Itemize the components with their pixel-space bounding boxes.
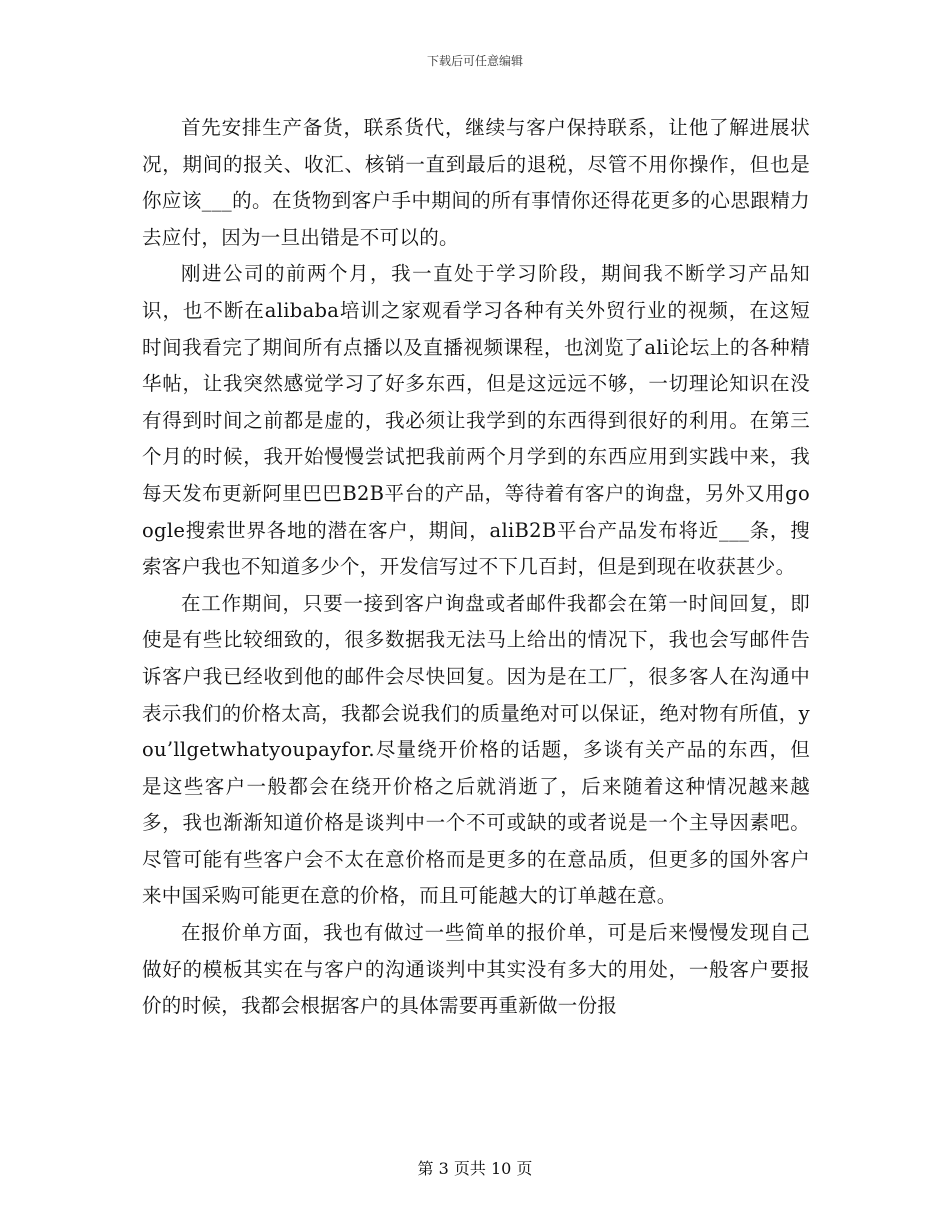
paragraph-1: 首先安排生产备货，联系货代，继续与客户保持联系，让他了解进展状况，期间的报关、收汇、核销一直到最后的退税，尽管不用你操作，但也是你应该___的。在货物到客户手中期间的所有事情你还得花更多的心思跟精力去应付，因为一旦出错是不可以的。 <box>142 116 810 249</box>
paragraph-2: 刚进公司的前两个月，我一直处于学习阶段，期间我不断学习产品知识，也不断在alibaba培训之家观看学习各种有关外贸行业的视频，在这短时间我看完了期间所有点播以及直播视频课程，也浏览了ali论坛上的各种精华帖，让我突然感觉学习了好多东西，但是这远远不够，一切理论知识在没有得到时间之前都是虚的，我必须让我学到的东西得到很好的利用。在第三个月的时候，我开始慢慢尝试把我前两个月学到的东西应用到实践中来，我每天发布更新阿里巴巴B2B平台的产品，等待着有客户的询盘，另外又用google搜索世界各地的潜在客户，期间，aliB2B平台产品发布将近___条，搜索客户我也不知道多少个，开发信写过不下几百封，但是到现在收获甚少。 <box>142 262 810 579</box>
paragraph-4: 在报价单方面，我也有做过一些简单的报价单，可是后来慢慢发现自己做好的模板其实在与客户的沟通谈判中其实没有多大的用处，一般客户要报价的时候，我都会根据客户的具体需要再重新做一份报 <box>142 921 810 1018</box>
paragraph-3: 在工作期间，只要一接到客户询盘或者邮件我都会在第一时间回复，即使是有些比较细致的，很多数据我无法马上给出的情况下，我也会写邮件告诉客户我已经收到他的邮件会尽快回复。因为是在工厂，很多客人在沟通中表示我们的价格太高，我都会说我们的质量绝对可以保证，绝对物有所值，you’llgetwhatyoupayfor.尽量绕开价格的话题，多谈有关产品的东西，但是这些客户一般都会在绕开价格之后就消逝了，后来随着这种情况越来越多，我也渐渐知道价格是谈判中一个不可或缺的或者说是一个主导因素吧。尽管可能有些客户会不太在意价格而是更多的在意品质，但更多的国外客户来中国采购可能更在意的价格，而且可能越大的订单越在意。 <box>142 591 810 908</box>
document-body <box>142 110 810 1025</box>
page-number: 第 3 页共 10 页 <box>417 1159 533 1178</box>
page-header: 下载后可任意编辑 <box>426 54 523 68</box>
